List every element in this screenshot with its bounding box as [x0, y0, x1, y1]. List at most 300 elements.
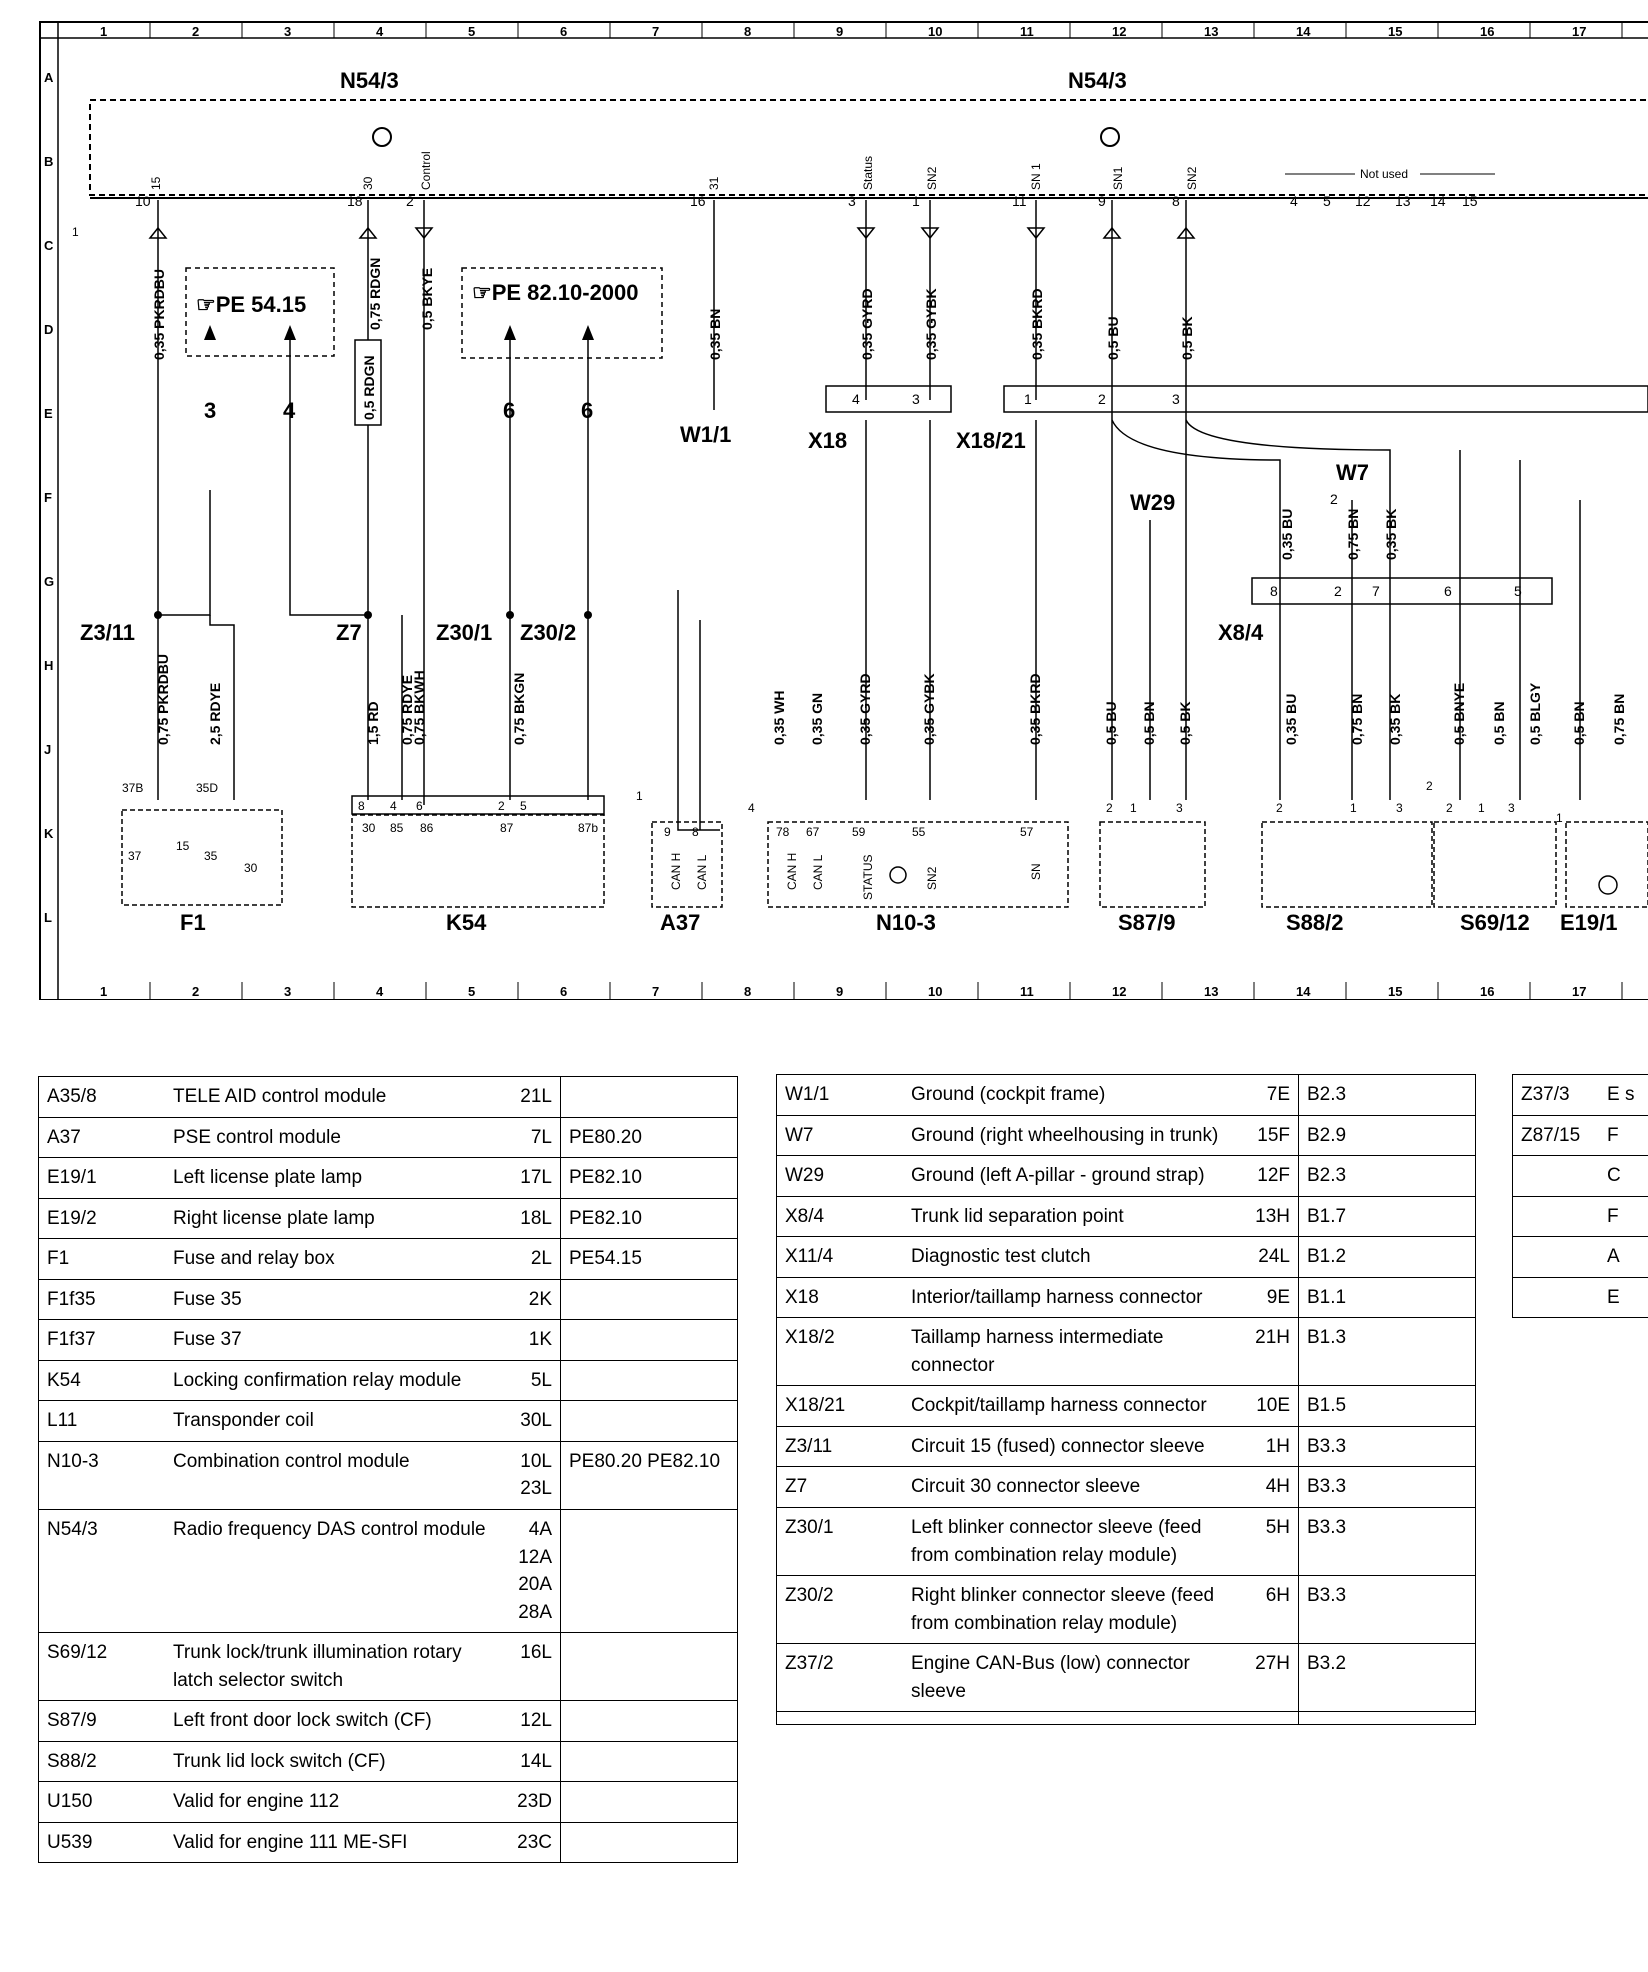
legend-location-value: 4H: [1265, 1476, 1290, 1498]
legend-desc: Trunk lock/trunk illumination rotary latch selector switch: [165, 1633, 496, 1701]
legend-code: U539: [39, 1822, 166, 1863]
legend-reference: PE82.10: [561, 1198, 738, 1239]
grid-col-label: 3: [284, 984, 292, 999]
legend-code: [1513, 1277, 1600, 1318]
legend-location-value: 1K: [528, 1329, 552, 1351]
legend-location: [1234, 1644, 1299, 1712]
legend-row: [39, 1822, 738, 1863]
legend-location: [1234, 1196, 1299, 1237]
legend-desc: Left license plate lamp: [165, 1158, 496, 1199]
legend-row: [1513, 1277, 1648, 1318]
wire-label: 0,35 GYBK: [921, 673, 937, 745]
boxed-wire-label: 0,5 RDGN: [361, 355, 377, 420]
wire-label: 0,5 BN: [1141, 701, 1157, 745]
legend-code: W29: [777, 1156, 904, 1197]
pin-text: CAN H: [785, 852, 799, 890]
grid-col-label: 6: [560, 984, 568, 999]
pin-1: 1: [912, 193, 920, 209]
pin-text: 87: [500, 821, 514, 835]
legend-location: [496, 1510, 561, 1633]
legend-location: [1234, 1508, 1299, 1576]
legend-row: [39, 1633, 738, 1701]
wire-label: 0,75 RDGN: [367, 257, 383, 330]
pin-label-sn2: SN2: [925, 166, 939, 190]
grid-col-label: 9: [836, 984, 844, 999]
legend-location: [496, 1117, 561, 1158]
legend-location-value: 28A: [518, 1601, 552, 1623]
legend-location-value: 9E: [1266, 1286, 1290, 1308]
legend-location-value: 10L: [520, 1450, 552, 1472]
legend-location: [496, 1782, 561, 1823]
pin-text: 15: [176, 839, 190, 853]
wire-label: 0,35 GYBK: [923, 288, 939, 360]
pin-8: 8: [1172, 193, 1180, 209]
connector-pin: 2: [1334, 583, 1342, 599]
grid-row-label: L: [44, 910, 52, 925]
grid-col-label: 14: [1296, 984, 1311, 999]
antenna-icon: [373, 128, 391, 146]
wire-label: 0,35 GN: [809, 692, 825, 745]
legend-location: [496, 1441, 561, 1509]
legend-code: Z30/1: [777, 1508, 904, 1576]
legend-reference: B2.3: [1299, 1156, 1476, 1197]
pin-label-15: 15: [149, 176, 163, 190]
legend-desc: F: [1599, 1115, 1648, 1156]
pin-text: 59: [852, 825, 866, 839]
wire-label: 0,35 GYRD: [857, 673, 873, 745]
grid-col-label: 2: [192, 24, 200, 39]
pin-text: 1: [1556, 811, 1563, 825]
legend-row: [39, 1441, 738, 1509]
legend-reference: [561, 1782, 738, 1823]
pin-text: 2: [498, 799, 505, 813]
lamp-icon: [1599, 876, 1617, 894]
grid-col-label: 13: [1204, 24, 1219, 39]
legend-code: [1513, 1196, 1600, 1237]
wire-label: 0,5 BNYE: [1451, 682, 1467, 745]
grid-col-label: 4: [376, 984, 384, 999]
wire-label: 0,75 BKWH: [411, 670, 427, 745]
pin-label-30: 30: [361, 176, 375, 190]
legend-desc: Valid for engine 111 ME-SFI: [165, 1822, 496, 1863]
legend-code: W7: [777, 1115, 904, 1156]
grid-col-label: 1: [100, 24, 108, 39]
legend-location-value: 21L: [520, 1086, 552, 1107]
arrow-num: 6: [581, 398, 594, 423]
legend-location-value: 7L: [530, 1126, 552, 1148]
a37-box: [652, 822, 722, 907]
legend-location: [496, 1158, 561, 1199]
legend-code: Z87/15: [1513, 1115, 1600, 1156]
pin-10: 10: [135, 193, 151, 209]
legend-desc: F: [1599, 1196, 1648, 1237]
legend-reference: [1299, 1712, 1476, 1725]
legend-desc: A: [1599, 1237, 1648, 1278]
not-used-label: Not used: [1360, 167, 1409, 181]
legend-code: L11: [39, 1401, 166, 1442]
legend-location: [496, 1198, 561, 1239]
pin-text: 1: [1350, 801, 1357, 815]
legend-location-value: 18L: [520, 1207, 552, 1229]
legend-desc: E s: [1599, 1075, 1648, 1116]
legend-reference: B1.5: [1299, 1386, 1476, 1427]
legend-row: [777, 1237, 1476, 1278]
label-x18: X18: [808, 428, 848, 453]
connector-pin: 3: [912, 391, 920, 407]
wire-label: 0,5 BN: [1491, 701, 1507, 745]
legend-location: [1234, 1576, 1299, 1644]
legend-row: [39, 1741, 738, 1782]
wire-label: 0,35 BKRD: [1029, 288, 1045, 360]
wire-label: 0,35 PKRDBU: [151, 268, 167, 360]
label-w29: W29: [1130, 490, 1176, 515]
legend-location-value: 17L: [520, 1167, 552, 1189]
grid-row-label: B: [44, 154, 54, 169]
wire-label: 0,75 PKRDBU: [155, 653, 171, 745]
legend-row: [39, 1198, 738, 1239]
pin-text: 78: [776, 825, 790, 839]
legend-desc: Valid for engine 112: [165, 1782, 496, 1823]
wire-label: 0,5 BK: [1179, 316, 1195, 360]
legend-desc: Cockpit/taillamp harness connector: [903, 1386, 1234, 1427]
legend-code: S87/9: [39, 1701, 166, 1742]
legend-code: X18/21: [777, 1386, 904, 1427]
legend-reference: [561, 1510, 738, 1633]
legend-table-2: [776, 1074, 1476, 1725]
pin-label-status: Status: [861, 155, 875, 190]
legend-code: K54: [39, 1360, 166, 1401]
legend-location: [496, 1633, 561, 1701]
pin-label-31: 31: [707, 176, 721, 190]
legend-row: [777, 1508, 1476, 1576]
wire-label: 0,75 BKGN: [511, 672, 527, 745]
connector-pin: 7: [1372, 583, 1380, 599]
pin-text: 2: [1426, 779, 1433, 793]
legend-desc: Transponder coil: [165, 1401, 496, 1442]
legend-location-value: 24L: [1258, 1246, 1290, 1268]
pin-9: 9: [1098, 193, 1106, 209]
legend-reference: PE80.20: [561, 1117, 738, 1158]
grid-col-label: 12: [1112, 984, 1127, 999]
legend-row: [1513, 1196, 1648, 1237]
wire-label: 0,5 BLGY: [1527, 682, 1543, 745]
grid-col-label: 6: [560, 24, 568, 39]
grid-row-label: G: [44, 574, 55, 589]
legend-row: [1513, 1115, 1648, 1156]
label-s88-2: S88/2: [1286, 910, 1344, 935]
legend-desc: Left front door lock switch (CF): [165, 1701, 496, 1742]
pin-text: CAN H: [669, 852, 683, 890]
pin-text: 3: [1508, 801, 1515, 815]
legend-location: [1234, 1237, 1299, 1278]
legend-code: X18: [777, 1277, 904, 1318]
legend-location: [496, 1077, 561, 1118]
legend-reference: B3.3: [1299, 1576, 1476, 1644]
wire-label: 2,5 RDYE: [207, 682, 223, 745]
legend-location-value: 23D: [517, 1791, 552, 1813]
legend-desc: Taillamp harness intermediate connector: [903, 1318, 1234, 1386]
pin-12: 12: [1355, 193, 1371, 209]
pin-text: 37: [128, 849, 142, 863]
legend-desc: Right license plate lamp: [165, 1198, 496, 1239]
legend-location-value: 15F: [1257, 1124, 1290, 1146]
grid-col-label: 16: [1480, 984, 1495, 999]
grid-col-label: 4: [376, 24, 384, 39]
pin-text: 2: [1106, 801, 1113, 815]
legend-desc: Trunk lid separation point: [903, 1196, 1234, 1237]
legend-desc: C: [1599, 1156, 1648, 1197]
legend-table-1: [38, 1076, 738, 1863]
grid-row-label: E: [44, 406, 53, 421]
wire-label: 0,35 BU: [1283, 693, 1299, 745]
legend-desc: Ground (cockpit frame): [903, 1075, 1234, 1116]
legend-location-value: 30L: [520, 1410, 552, 1432]
label-x18-21: X18/21: [956, 428, 1026, 453]
legend-location: [496, 1360, 561, 1401]
grid-col-label: 7: [652, 24, 660, 39]
legend-row: [777, 1115, 1476, 1156]
legend-desc: Diagnostic test clutch: [903, 1237, 1234, 1278]
label-z30-2: Z30/2: [520, 620, 577, 645]
connector-pin: 6: [1444, 583, 1452, 599]
legend-reference: B1.2: [1299, 1237, 1476, 1278]
grid-col-label: 1: [100, 984, 108, 999]
pin-text: 1: [636, 789, 643, 803]
pin-text: 30: [244, 861, 258, 875]
legend-location-value: 7E: [1266, 1084, 1290, 1105]
wire-label: 0,35 GYRD: [859, 288, 875, 360]
pin-text: 8: [692, 825, 699, 839]
legend-location: [496, 1279, 561, 1320]
wire-label: 0,35 BK: [1383, 508, 1399, 560]
legend-location-value: 27H: [1255, 1653, 1290, 1675]
pin-15: 15: [1462, 193, 1478, 209]
legend-location: [496, 1239, 561, 1280]
legend-location: [1234, 1426, 1299, 1467]
grid-col-label: 15: [1388, 984, 1403, 999]
pin-text: SN2: [925, 866, 939, 890]
legend-code: E19/2: [39, 1198, 166, 1239]
s88-2-box: [1262, 822, 1432, 907]
legend-reference: B2.3: [1299, 1075, 1476, 1116]
legend-reference: B3.2: [1299, 1644, 1476, 1712]
legend-row: [39, 1510, 738, 1633]
legend-code: F1f35: [39, 1279, 166, 1320]
pin-label-sn1b: SN1: [1111, 166, 1125, 190]
s69-12-box: [1434, 822, 1556, 907]
legend-reference: PE80.20 PE82.10: [561, 1441, 738, 1509]
legend-desc: E: [1599, 1277, 1648, 1318]
pin-text: 85: [390, 821, 404, 835]
legend-location: [1234, 1318, 1299, 1386]
arrow-num: 6: [503, 398, 516, 423]
legend-location-value: 12L: [520, 1710, 552, 1732]
legend-code: A35/8: [39, 1077, 166, 1118]
legend-location: [496, 1822, 561, 1863]
grid-col-label: 5: [468, 24, 476, 39]
legend-code: Z3/11: [777, 1426, 904, 1467]
wire-label: 0,35 BN: [707, 308, 723, 360]
connector-pin: 3: [1172, 391, 1180, 407]
arrow-num: 3: [204, 398, 217, 423]
grid-col-label: 9: [836, 24, 844, 39]
pin-text: 4: [390, 799, 397, 813]
legend-code: Z7: [777, 1467, 904, 1508]
legend-row: [1513, 1075, 1648, 1116]
pin-text: 4: [748, 801, 755, 815]
legend-reference: [561, 1320, 738, 1361]
pin-text: CAN L: [695, 854, 709, 890]
pin-text: 9: [664, 825, 671, 839]
legend-code: U150: [39, 1782, 166, 1823]
label-z30-1: Z30/1: [436, 620, 493, 645]
grid-col-label: 17: [1572, 984, 1587, 999]
grid-col-label: 8: [744, 24, 752, 39]
grid-row-label: C: [44, 238, 54, 253]
legend-desc: Radio frequency DAS control module: [165, 1510, 496, 1633]
wire-label: 0,5 BK: [1177, 701, 1193, 745]
label-x8-4: X8/4: [1218, 620, 1264, 645]
legend-code: N54/3: [39, 1510, 166, 1633]
pin-text: 3: [1396, 801, 1403, 815]
s87-9-box: [1100, 822, 1205, 907]
pe82-ref: ☞PE 82.10-2000: [472, 280, 639, 305]
legend-reference: B1.3: [1299, 1318, 1476, 1386]
pin-11: 11: [1012, 193, 1027, 209]
legend-row: [777, 1576, 1476, 1644]
pin-16: 16: [690, 193, 706, 209]
pin-label-sn1: SN 1: [1029, 163, 1043, 190]
legend-desc: Ground (right wheelhousing in trunk): [903, 1115, 1234, 1156]
pin-label-sn2b: SN2: [1185, 166, 1199, 190]
label-s87-9: S87/9: [1118, 910, 1176, 935]
wire-label: 0,75 BN: [1345, 508, 1361, 560]
pin-text: 30: [362, 821, 376, 835]
legend-location-value: 2L: [530, 1248, 552, 1270]
legend-row: [777, 1156, 1476, 1197]
legend-row: [777, 1075, 1476, 1116]
n54-3-title-right: N54/3: [1068, 68, 1127, 93]
legend-location: [1234, 1156, 1299, 1197]
connector-arrows: [150, 228, 1194, 238]
pin-text: 3: [1176, 801, 1183, 815]
label-f1: F1: [180, 910, 206, 935]
pin-label-control: Control: [419, 151, 433, 190]
label-k54: K54: [446, 910, 487, 935]
grid-row-label: A: [44, 70, 54, 85]
pin-text: 67: [806, 825, 820, 839]
legend-location-value: 12F: [1257, 1165, 1290, 1187]
legend-row: [777, 1467, 1476, 1508]
legend-desc: Left blinker connector sleeve (feed from combination relay module): [903, 1508, 1234, 1576]
label-z7: Z7: [336, 620, 362, 645]
wire-label: 0,75 BN: [1611, 693, 1627, 745]
n54-3-title-left: N54/3: [340, 68, 399, 93]
grid-col-label: 5: [468, 984, 476, 999]
legend-code: Z37/2: [777, 1644, 904, 1712]
pin-text: 55: [912, 825, 926, 839]
legend-code: [777, 1712, 904, 1725]
label-z3-11: Z3/11: [80, 620, 136, 645]
legend-row: [39, 1701, 738, 1742]
connector-pin: 1: [1024, 391, 1032, 407]
legend-location: [1234, 1712, 1299, 1725]
f1-box: [122, 810, 282, 905]
legend-code: F1: [39, 1239, 166, 1280]
legend-reference: B3.3: [1299, 1426, 1476, 1467]
legend-location: [1234, 1277, 1299, 1318]
legend-code: S69/12: [39, 1633, 166, 1701]
legend-location-value: 14L: [520, 1750, 552, 1772]
legend-desc: Trunk lid lock switch (CF): [165, 1741, 496, 1782]
legend-desc: Interior/taillamp harness connector: [903, 1277, 1234, 1318]
pin-text: 37B: [122, 781, 144, 795]
legend-row: [39, 1782, 738, 1823]
grid-row-label: K: [44, 826, 54, 841]
legend-row: [39, 1239, 738, 1280]
grid-col-label: 11: [1020, 24, 1034, 39]
pin-text: 87b: [578, 821, 599, 835]
pin-text: 57: [1020, 825, 1034, 839]
grid-col-label: 14: [1296, 24, 1311, 39]
grid-col-label: 10: [928, 24, 943, 39]
grid-row-label: J: [44, 742, 52, 757]
legend-location-value: 5H: [1265, 1517, 1290, 1539]
pin-5: 5: [1323, 193, 1331, 209]
pin-3: 3: [848, 193, 856, 209]
legend-location-value: 6H: [1265, 1585, 1290, 1607]
pin-text: SN: [1029, 863, 1043, 880]
legend-desc: PSE control module: [165, 1117, 496, 1158]
legend-code: Z30/2: [777, 1576, 904, 1644]
grid-col-label: 11: [1020, 984, 1034, 999]
legend-reference: [561, 1701, 738, 1742]
legend-code: S88/2: [39, 1741, 166, 1782]
legend-row: [1513, 1237, 1648, 1278]
wire-label: 0,35 WH: [771, 690, 787, 745]
grid-row-label: H: [44, 658, 54, 673]
legend-desc: Circuit 30 connector sleeve: [903, 1467, 1234, 1508]
label-e19-1: E19/1: [1560, 910, 1618, 935]
legend-location-value: 21H: [1255, 1327, 1290, 1349]
legend-row: [1513, 1156, 1648, 1197]
pin-text: 8: [358, 799, 365, 813]
antenna-icon: [890, 867, 906, 883]
wire-label: 0,75 BN: [1349, 693, 1365, 745]
legend-reference: B3.3: [1299, 1467, 1476, 1508]
pin-text: CAN L: [811, 854, 825, 890]
grid-col-label: 17: [1572, 24, 1587, 39]
legend-desc: TELE AID control module: [165, 1077, 496, 1118]
pin-text: 1: [1478, 801, 1485, 815]
legend-row: [39, 1360, 738, 1401]
legend-code: X8/4: [777, 1196, 904, 1237]
legend-desc: Locking confirmation relay module: [165, 1360, 496, 1401]
pin-text: 35D: [196, 781, 219, 795]
legend-location: [496, 1320, 561, 1361]
pin-18: 18: [347, 193, 363, 209]
label-w1-1: W1/1: [680, 422, 732, 447]
legend-reference: PE54.15: [561, 1239, 738, 1280]
pin-text: 5: [520, 799, 527, 813]
grid-col-label: 2: [192, 984, 200, 999]
pin-text: 1: [1130, 801, 1137, 815]
connector-pin: 4: [852, 391, 860, 407]
legend-location: [496, 1701, 561, 1742]
legend-location: [1234, 1115, 1299, 1156]
label-s69-12: S69/12: [1460, 910, 1530, 935]
legend-desc: Combination control module: [165, 1441, 496, 1509]
